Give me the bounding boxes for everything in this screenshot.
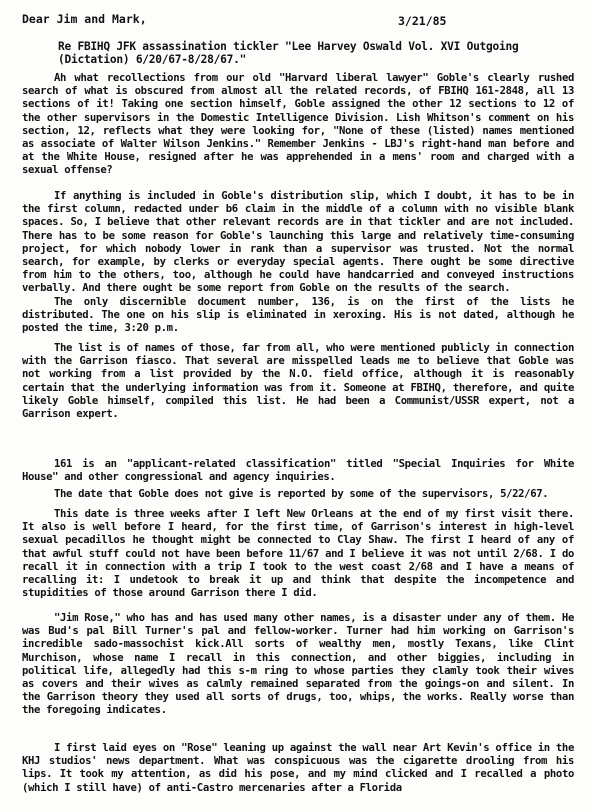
paragraph: This date is three weeks after I left New Orleans at the end of my first visit there. It also is well before I heard, for the first time, of Garrison's interest in high-level sexual pecadillos he thought might be connected to Clay Shaw. The first I heard of any of that awful stuff could not have been before 11/67 and I believe it was not until 2/68. I do recall it in connection with a trip I took to the west coast 2/68 and I have a means of recalling it: I undetook to break it up and think that despite the incompetence and stupidities of those around Garrison there I did. <box>22 508 574 600</box>
subject-line: Re FBIHQ JFK assassination tickler "Lee Harvey Oswald Vol. XVI Outgoing (Dictation) 6/20/67-8/28/67." <box>58 40 519 66</box>
paragraph: If anything is included in Goble's distribution slip, which I doubt, it has to be in the first column, redacted under b6 claim in the middle of a column with no visible blank spaces. So, I believe that other relevant records are in that tickler and are not included. There has to be some reason for Goble's launching this large and relatively time-consuming project, for which nobody lower in rank than a supervisor was trusted. Not the normal search, for example, by clerks or everyday special agents. There ought be some directive from him to the others, too, although he could have handcarried and conveyed instructions verbally. And there ought be some report from Goble on the results of the search. <box>22 190 574 295</box>
paragraph: The only discernible document number, 136, is on the first of the lists he distributed. The one on his slip is eliminated in xeroxing. His is not dated, although he posted the time, 3:20 p.m. <box>22 296 574 335</box>
paragraph: 161 is an "applicant-related classification" titled "Special Inquiries for White House" and other congressional and agency inquiries. <box>22 458 574 484</box>
paragraph: "Jim Rose," who has and has used many other names, is a disaster under any of them. He was Bud's pal Bill Turner's pal and fellow-worker. Turner had him working on Garrison's incredible sado-massochist kick.All sorts of wealthy men, mostly Texans, like Clint Murchison, whose name I recall in this connection, and other biggies, including in political life, allegedly had this s-m ring to whose parties they clamly took their wives as covers and their wives as calmly remained separated from the goings-on and silent. In the Garrison theory they used all sorts of drugs, too, whips, the works. Really worse than the foregoing indicates. <box>22 612 574 717</box>
paragraph: The list is of names of those, far from all, who were mentioned publicly in connection with the Garrison fiasco. That several are misspelled leads me to believe that Goble was not working from a list provided by the N.O. field office, although it is reasonably certain that the underlying information was from it. Someone at FBIHQ, therefore, and quite likely Goble himself, compiled this list. He had been a Communist/USSR expert, not a Garrison expert. <box>22 342 574 421</box>
paragraph: Ah what recollections from our old "Harvard liberal lawyer" Goble's clearly rushed search of what is obscured from almost all the related records, of FBIHQ 161-2848, all 13 sections of it! Taking one section himself, Goble assigned the other 12 sections to 12 of the other supervisors in the Domestic Intelligence Division. Lish Whitson's comment on his section, 12, reflects what they were looking for, "None of these (listed) names mentioned as associate of Walter Wilson Jenkins." Remember Jenkins - LBJ's right-hand man before and at the White House, resigned after he was apprehended in a mens' room and charged with a sexual offense? <box>22 72 574 177</box>
letter-date: 3/21/85 <box>398 14 447 28</box>
paragraph: I first laid eyes on "Rose" leaning up against the wall near Art Kevin's office in the KHJ studios' news department. What was conspicuous was the cigarette drooling from his lips. It took my attention, as did his pose, and my mind clicked and I recalled a photo (which I still have) of anti-Castro mercenaries after a Florida <box>22 742 574 794</box>
salutation: Dear Jim and Mark, <box>22 12 147 26</box>
paragraph: The date that Goble does not give is reported by some of the supervisors, 5/22/67. <box>54 488 549 500</box>
